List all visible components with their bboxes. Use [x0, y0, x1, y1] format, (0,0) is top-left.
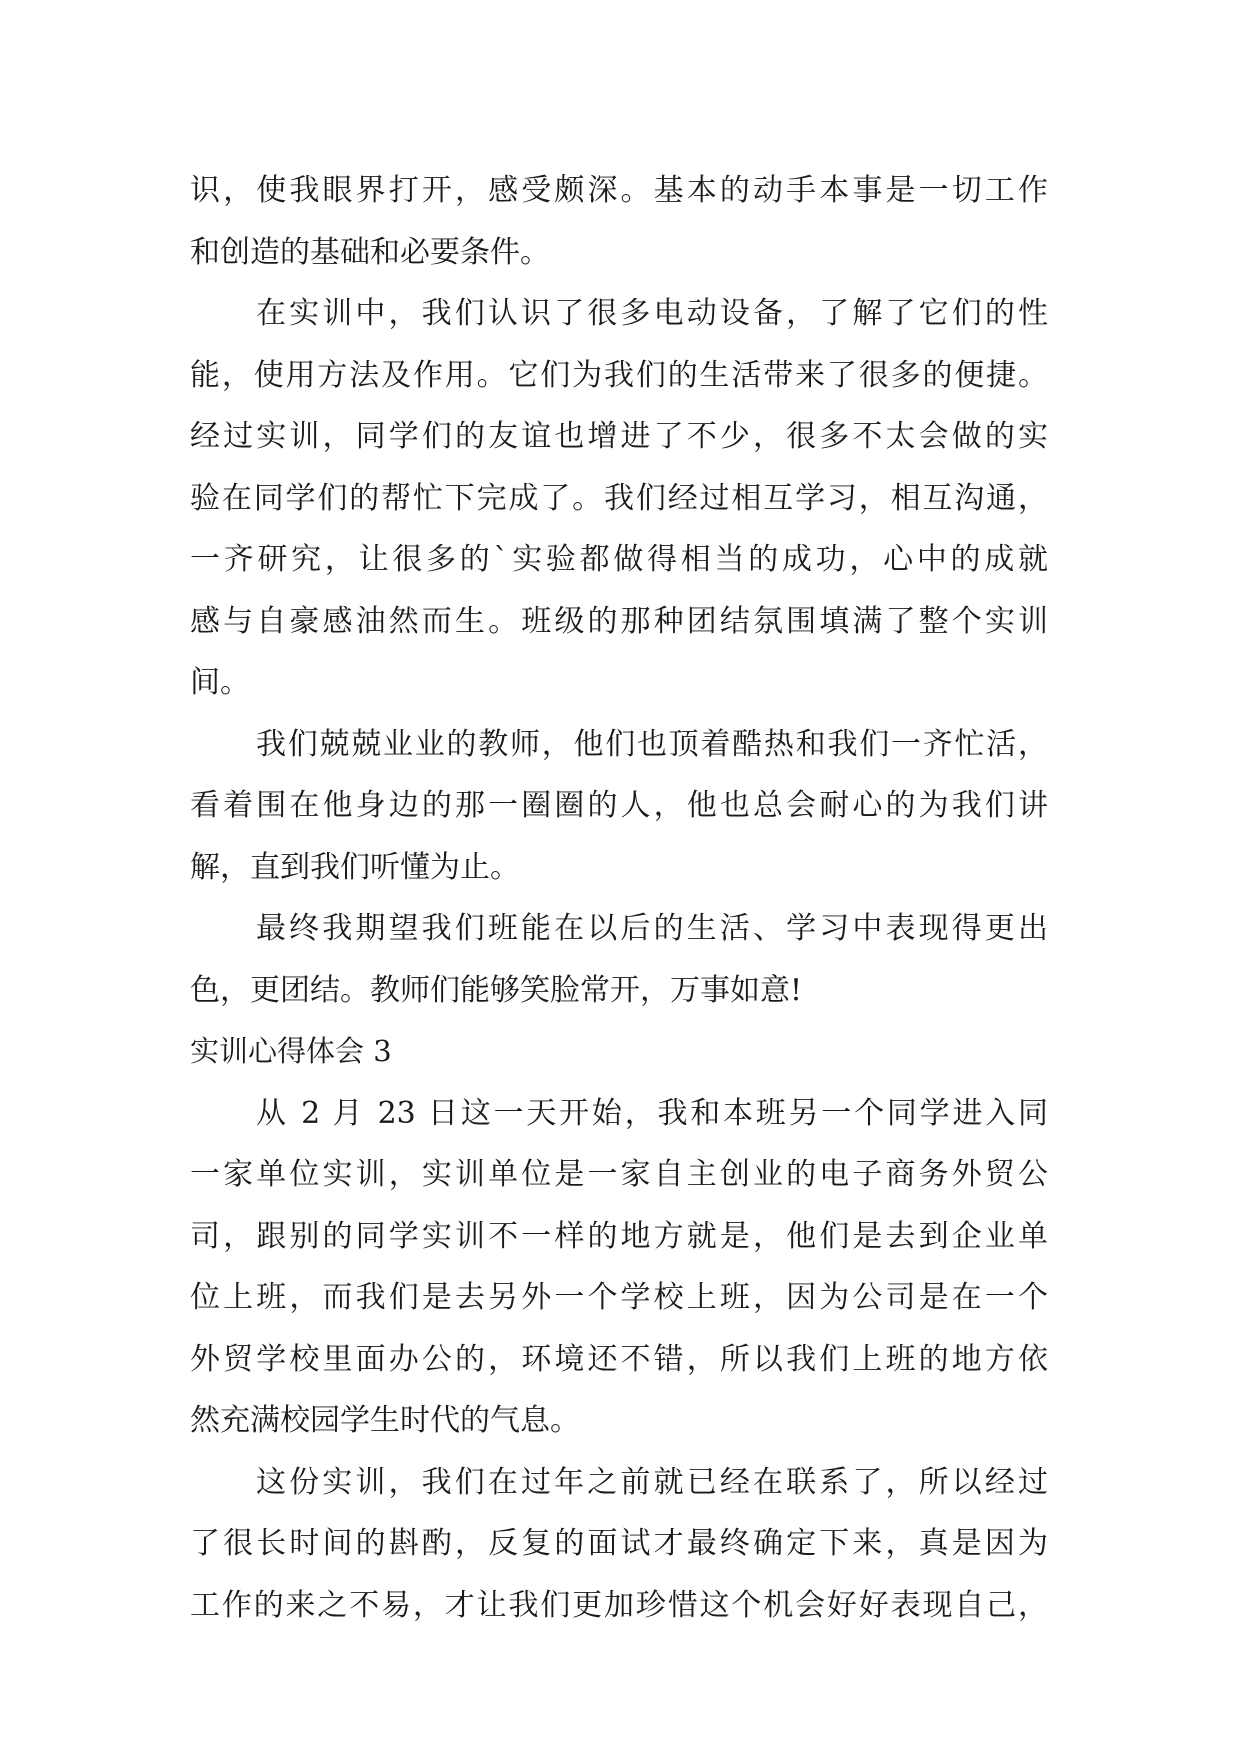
- text-line: 能，使用方法及作用。它们为我们的生活带来了很多的便捷。: [190, 357, 1048, 393]
- text-line: 了很长时间的斟酌，反复的面试才最终确定下来，真是因为: [190, 1526, 1048, 1561]
- section-heading: 实训心得体会 3: [190, 1034, 392, 1068]
- text-line: 一齐研究，让很多的`实验都做得相当的成功，心中的成就: [190, 542, 1048, 577]
- text-line: 司，跟别的同学实训不一样的地方就是，他们是去到企业单: [190, 1218, 1048, 1254]
- text-line: 经过实训，同学们的友谊也增进了不少，很多不太会做的实: [190, 419, 1048, 454]
- text-line: 验在同学们的帮忙下完成了。我们经过相互学习，相互沟通，: [190, 480, 1048, 516]
- text-line: 识，使我眼界打开，感受颇深。基本的动手本事是一切工作: [190, 173, 1048, 208]
- text-line: 一家单位实训，实训单位是一家自主创业的电子商务外贸公: [190, 1157, 1048, 1192]
- text-line: 外贸学校里面办公的，环境还不错，所以我们上班的地方依: [190, 1341, 1048, 1377]
- text-line: 看着围在他身边的那一圈圈的人，他也总会耐心的为我们讲: [190, 788, 1048, 823]
- text-line: 最终我期望我们班能在以后的生活、学习中表现得更出: [256, 911, 1048, 946]
- text-line: 这份实训，我们在过年之前就已经在联系了，所以经过: [256, 1464, 1048, 1500]
- text-line: 工作的来之不易，才让我们更加珍惜这个机会好好表现自己，: [190, 1587, 1048, 1623]
- text-line: 感与自豪感油然而生。班级的那种团结氛围填满了整个实训: [190, 603, 1048, 639]
- text-line: 然充满校园学生时代的气息。: [190, 1403, 580, 1438]
- text-line: 从 2 月 23 日这一天开始，我和本班另一个同学进入同: [256, 1095, 1048, 1131]
- text-line: 位上班，而我们是去另外一个学校上班，因为公司是在一个: [190, 1280, 1048, 1315]
- text-line: 解，直到我们听懂为止。: [190, 849, 520, 885]
- text-line: 在实训中，我们认识了很多电动设备，了解了它们的性: [256, 296, 1048, 331]
- text-line: 间。: [190, 665, 250, 700]
- text-line: 色，更团结。教师们能够笑脸常开，万事如意!: [190, 972, 803, 1008]
- text-line: 我们兢兢业业的教师，他们也顶着酷热和我们一齐忙活，: [256, 726, 1048, 762]
- document-page: [190, 160, 1048, 1636]
- text-line: 和创造的基础和必要条件。: [190, 234, 550, 270]
